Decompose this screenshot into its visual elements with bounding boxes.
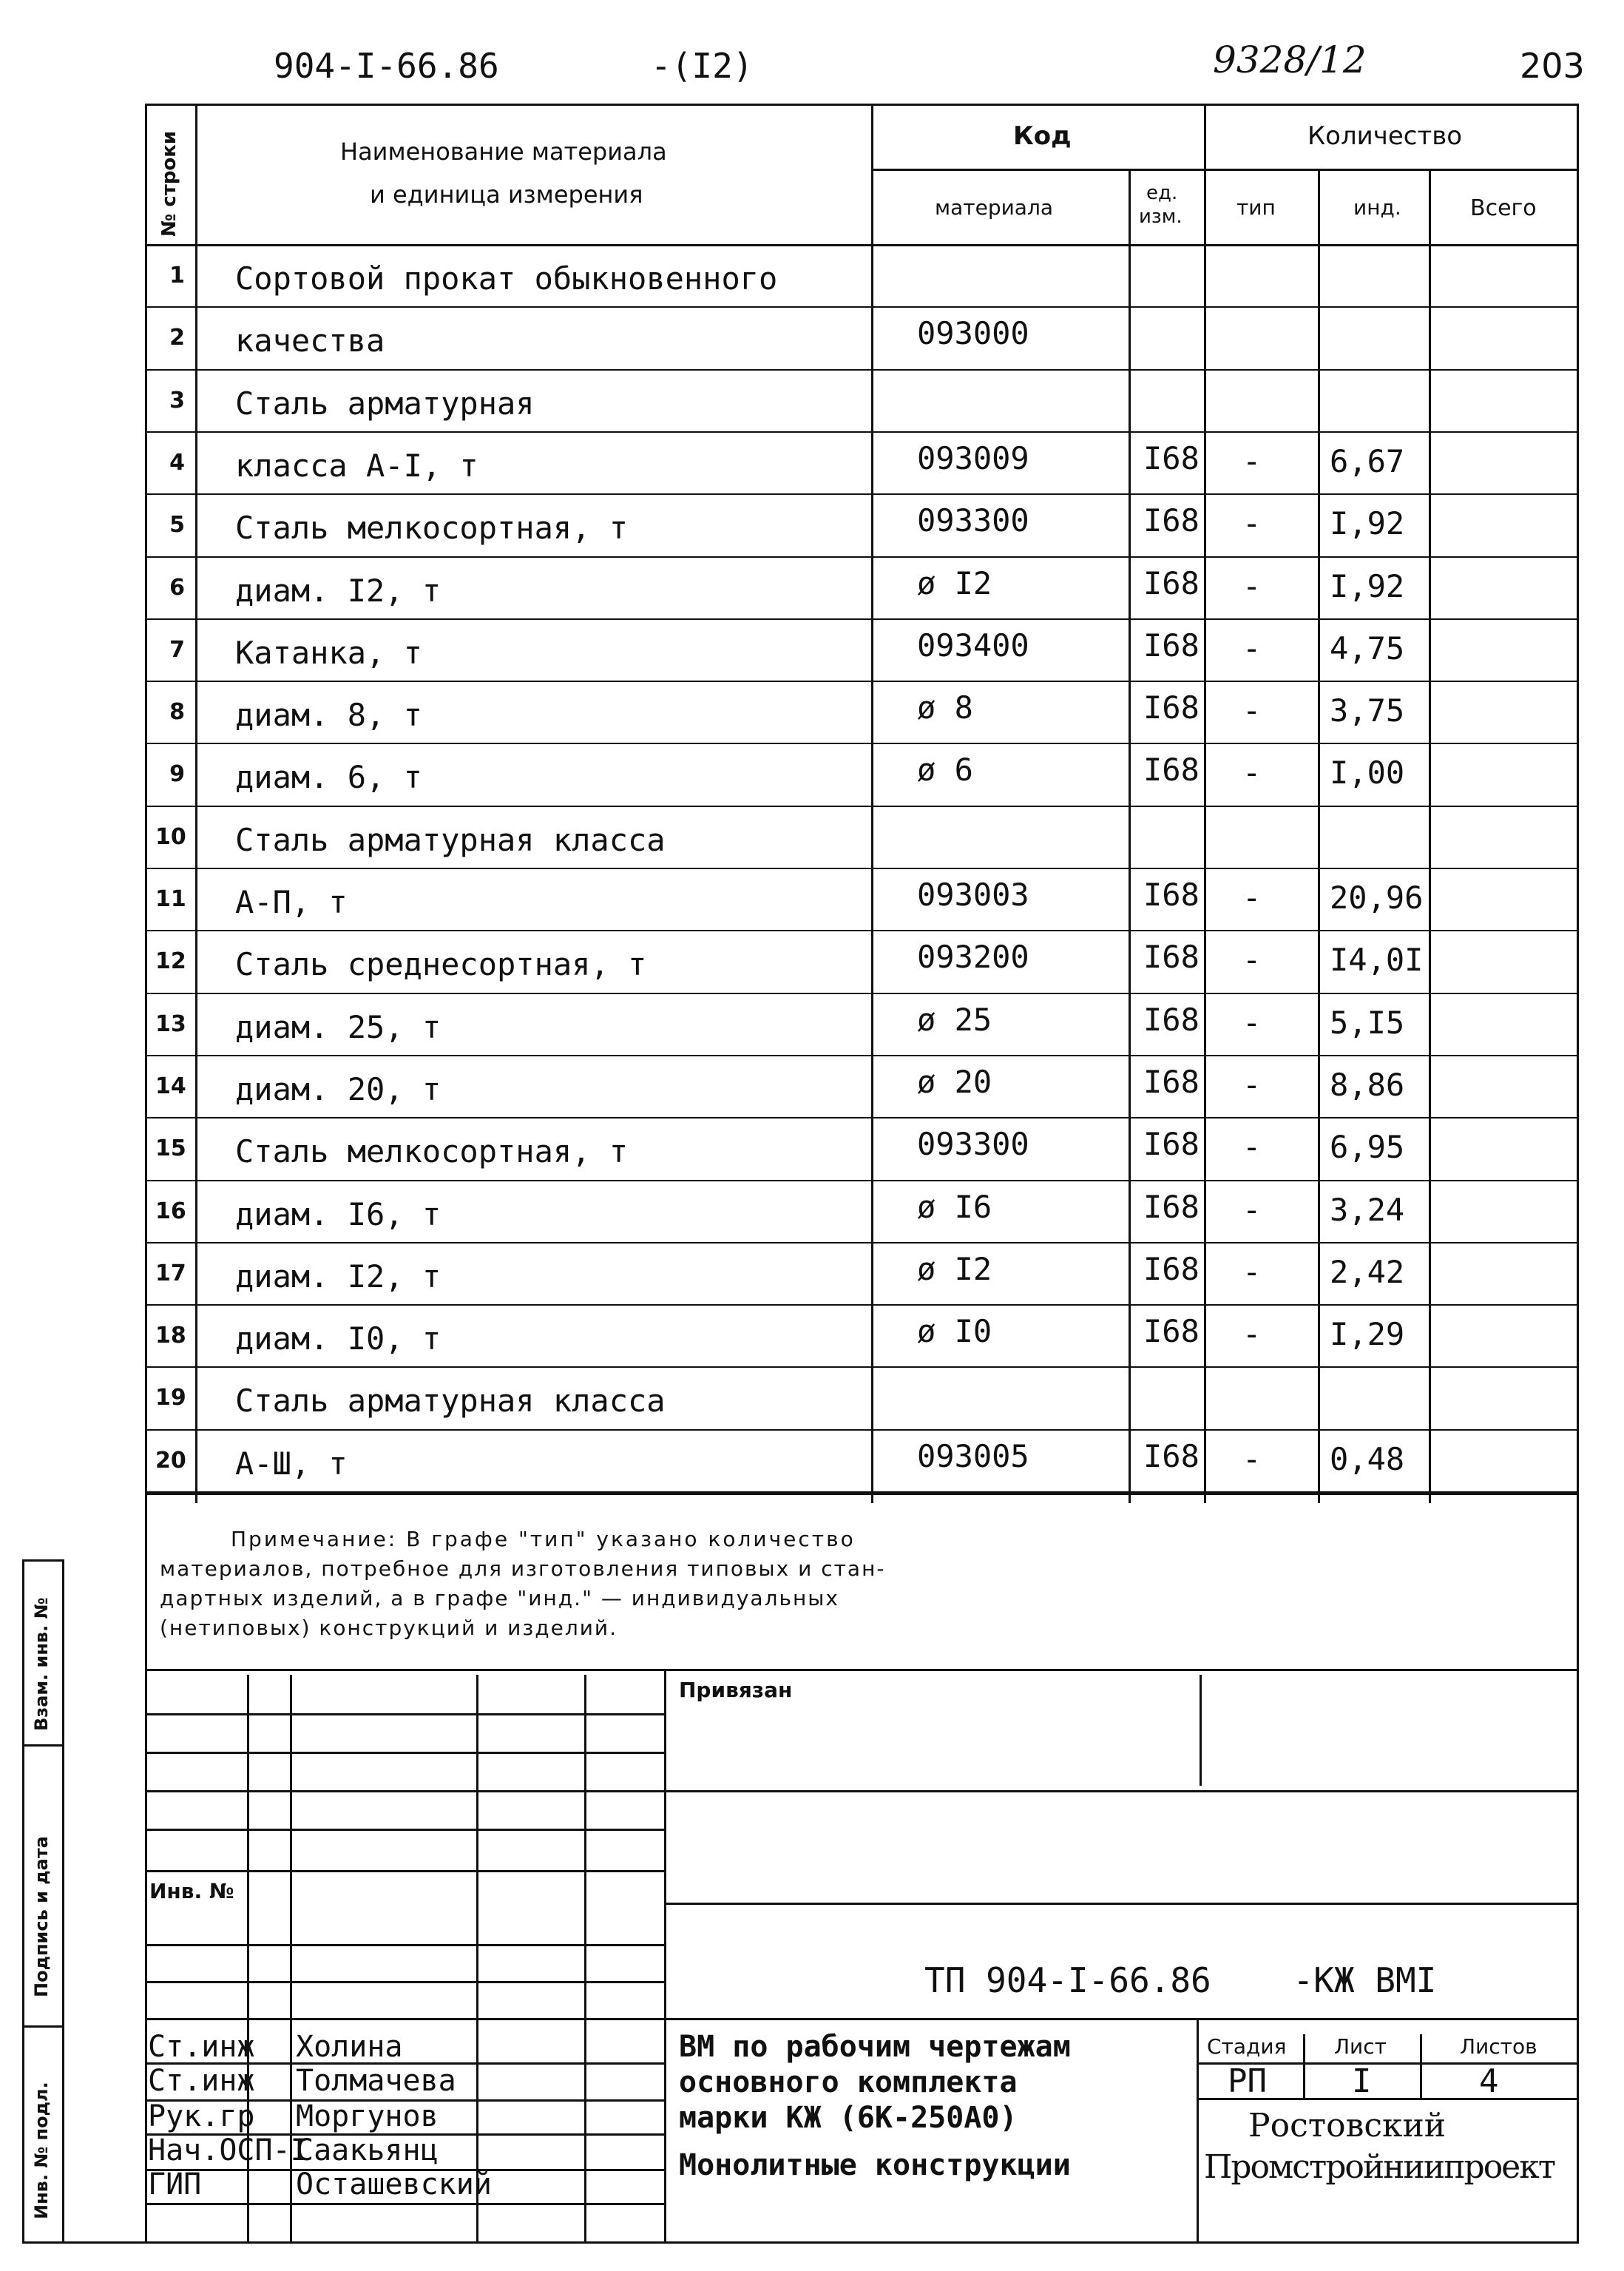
row-type: - [1242, 1129, 1262, 1166]
header-ind: инд. [1353, 195, 1401, 220]
row-divider [145, 1242, 1579, 1244]
table-bottom-line [145, 1493, 1579, 1495]
tb-org-divider [1197, 2018, 1199, 2241]
row-name: диам. 20, т [235, 1070, 441, 1107]
header-name-line2: и единица измерения [370, 180, 643, 209]
row-number: 12 [155, 948, 186, 975]
privyazan-label: Привязан [679, 1678, 793, 1702]
row-unit: I68 [1143, 502, 1200, 539]
sheets-value: 4 [1479, 2062, 1499, 2100]
stage-value: РП [1228, 2062, 1267, 2100]
row-code: 093009 [917, 439, 1029, 476]
page-number: 203 [1520, 46, 1585, 86]
side-line-right [62, 1559, 64, 2244]
row-name: диам. 25, т [235, 1008, 441, 1045]
header-row-no: № строки [158, 130, 180, 237]
side-line-left [22, 1559, 24, 2244]
signer-role: Ст.инж [148, 2030, 255, 2064]
row-name: Сортовой прокат обыкновенного [235, 260, 778, 297]
stamp-grid-h5 [145, 1870, 664, 1872]
stamp-grid-h4 [145, 1829, 664, 1831]
row-type: - [1242, 1191, 1262, 1228]
row-unit: I68 [1143, 1188, 1200, 1225]
tb-main-vertical [664, 1669, 666, 2243]
row-ind: I,92 [1330, 505, 1405, 542]
row-code: ø 20 [917, 1063, 992, 1100]
row-number: 14 [155, 1073, 186, 1099]
row-name: Сталь среднесортная, т [235, 946, 647, 983]
col-line-unit [1204, 104, 1206, 1503]
doc-title-line-4: Монолитные конструкции [679, 2148, 1071, 2182]
doc-part: -(I2) [651, 46, 754, 86]
side-sep-2 [22, 2025, 64, 2028]
header-unit-l2: изм. [1139, 206, 1183, 228]
signer-name: Саакьянц [296, 2133, 439, 2167]
tb-top-line [145, 1669, 1579, 1671]
row-number: 7 [169, 636, 185, 663]
tb-names-top [145, 2018, 1579, 2020]
row-name: диам. I6, т [235, 1195, 441, 1232]
row-code: ø I2 [917, 1250, 992, 1287]
row-name: Катанка, т [235, 634, 422, 671]
row-code: 093003 [917, 877, 1029, 913]
row-name: Сталь арматурная класса [235, 1383, 666, 1420]
header-material: материала [935, 195, 1054, 220]
row-number: 5 [169, 512, 185, 539]
row-name: диам. 6, т [235, 759, 422, 796]
col-line-name [871, 104, 873, 1503]
row-unit: I68 [1143, 627, 1200, 664]
frame-bottom [22, 2241, 1579, 2244]
row-type: - [1242, 630, 1262, 667]
row-number: 6 [169, 574, 185, 601]
signer-role: ГИП [148, 2167, 202, 2201]
row-type: - [1242, 442, 1262, 479]
row-code: 093300 [917, 502, 1029, 539]
row-code: 093400 [917, 627, 1029, 664]
row-ind: 6,95 [1330, 1129, 1405, 1166]
stamp-grid-h3 [145, 1790, 664, 1792]
frame-right [1577, 104, 1579, 2243]
note-line-1: Примечание: В графе "тип" указано количество [231, 1527, 856, 1551]
row-ind: 2,42 [1330, 1253, 1405, 1290]
row-number: 19 [155, 1385, 186, 1411]
signer-role: Нач.ОСП-I [148, 2133, 308, 2167]
row-code: ø I2 [917, 564, 992, 601]
row-number: 10 [155, 823, 186, 850]
row-type: - [1242, 1004, 1262, 1041]
header-mid-line [871, 169, 1577, 171]
row-number: 3 [169, 387, 185, 414]
header-bottom-line [145, 244, 1579, 246]
row-code: ø 6 [917, 752, 973, 789]
row-ind: 0,48 [1330, 1440, 1405, 1477]
row-type: - [1242, 942, 1262, 979]
row-unit: I68 [1143, 939, 1200, 976]
row-unit: I68 [1143, 752, 1200, 789]
row-number: 8 [169, 699, 185, 726]
row-unit: I68 [1143, 1313, 1200, 1350]
signer-name: Осташевский [296, 2167, 492, 2201]
tb-privyazan-line [664, 1790, 1578, 1792]
row-unit: I68 [1143, 689, 1200, 726]
row-type: - [1242, 880, 1262, 916]
row-name: диам. I0, т [235, 1320, 441, 1357]
signer-role: Ст.инж [148, 2064, 255, 2098]
header-name-line1: Наименование материала [340, 138, 667, 166]
stamp-grid-h2 [145, 1752, 664, 1754]
header-code: Код [1013, 121, 1072, 151]
row-code: ø I6 [917, 1188, 992, 1225]
header-total: Всего [1470, 195, 1537, 221]
row-number: 4 [169, 449, 185, 476]
org-line-1: Ростовский [1248, 2107, 1447, 2145]
row-type: - [1242, 505, 1262, 542]
inv-no-label: Инв. № [149, 1879, 240, 1903]
row-number: 2 [169, 325, 185, 351]
row-unit: I68 [1143, 877, 1200, 913]
row-divider [145, 369, 1579, 371]
row-name: класса А-I, т [235, 447, 478, 484]
doc-title-line-3: марки КЖ (6К-250А0) [679, 2101, 1018, 2135]
row-name: А-П, т [235, 884, 348, 920]
row-name: качества [235, 323, 385, 360]
row-ind: 20,96 [1330, 880, 1424, 916]
side-podpis: Подпись и дата [31, 1836, 52, 1997]
row-code: ø 8 [917, 689, 973, 726]
signer-role: Рук.гр [148, 2099, 255, 2133]
doc-code: 904-I-66.86 [274, 46, 499, 86]
row-type: - [1242, 1316, 1262, 1353]
row-ind: 5,I5 [1330, 1004, 1405, 1041]
row-ind: I,92 [1330, 567, 1405, 604]
row-divider [145, 1304, 1579, 1306]
row-divider [145, 1429, 1579, 1431]
row-number: 16 [155, 1198, 186, 1224]
header-unit-l1: ед. [1146, 182, 1178, 204]
row-ind: 6,67 [1330, 442, 1405, 479]
row-ind: I,00 [1330, 755, 1405, 792]
row-number: 1 [169, 263, 185, 288]
side-line-top [22, 1559, 64, 1562]
header-type: тип [1236, 195, 1276, 220]
row-code: ø 25 [917, 1001, 992, 1038]
row-divider [145, 618, 1579, 620]
row-divider [145, 993, 1579, 994]
frame-left [145, 104, 147, 2243]
doc-title-line-1: ВМ по рабочим чертежам [679, 2030, 1071, 2064]
row-name: Сталь арматурная [235, 385, 535, 422]
row-ind: I4,0I [1330, 942, 1424, 979]
row-type: - [1242, 1253, 1262, 1290]
row-divider [145, 1180, 1579, 1181]
stamp-grid-v3 [476, 1675, 478, 2241]
row-code: 093200 [917, 939, 1029, 976]
row-divider [145, 681, 1579, 682]
row-divider [145, 868, 1579, 869]
row-divider [145, 930, 1579, 931]
row-code: 093005 [917, 1437, 1029, 1474]
sheet-header: Лист [1334, 2034, 1387, 2059]
tb-stage-div-1 [1303, 2034, 1305, 2098]
row-ind: 3,24 [1330, 1191, 1405, 1228]
row-ind: 8,86 [1330, 1066, 1405, 1103]
row-code: 093300 [917, 1126, 1029, 1163]
stamp-grid-v4 [584, 1675, 586, 2241]
signer-name: Моргунов [296, 2099, 439, 2133]
row-unit: I68 [1143, 1250, 1200, 1287]
stamp-grid-h12 [145, 2203, 664, 2205]
row-name: диам. I2, т [235, 572, 441, 609]
row-type: - [1242, 755, 1262, 792]
org-line-2: Промстройниипроект [1204, 2148, 1555, 2186]
row-unit: I68 [1143, 1437, 1200, 1474]
row-divider [145, 1117, 1579, 1118]
side-inv-podl: Инв. № подл. [31, 2082, 52, 2219]
row-number: 17 [155, 1260, 186, 1286]
row-number: 9 [169, 761, 185, 788]
row-divider [145, 743, 1579, 744]
stamp-grid-h7 [145, 1981, 664, 1983]
row-code: 093000 [917, 315, 1029, 352]
row-name: диам. 8, т [235, 697, 422, 734]
tb-privyazan-divider [1200, 1675, 1202, 1786]
stage-header: Стадия [1207, 2034, 1287, 2059]
stamp-grid-h6 [145, 1944, 664, 1946]
row-ind: I,29 [1330, 1316, 1405, 1353]
row-type: - [1242, 1066, 1262, 1103]
row-number: 13 [155, 1010, 186, 1037]
row-type: - [1242, 1440, 1262, 1477]
note-line-2: материалов, потребное для изготовления типовых и стан- [160, 1556, 886, 1581]
row-ind: 3,75 [1330, 692, 1405, 729]
side-vzam: Взам. инв. № [31, 1597, 52, 1731]
row-number: 11 [155, 886, 186, 912]
doc-title-line-2: основного комплекта [679, 2065, 1018, 2099]
signer-name: Холина [296, 2030, 403, 2064]
row-divider [145, 556, 1579, 558]
row-divider [145, 306, 1579, 308]
row-name: Сталь мелкосортная, т [235, 510, 629, 547]
row-name: Сталь мелкосортная, т [235, 1133, 629, 1170]
sheets-header: Листов [1460, 2034, 1537, 2059]
row-unit: I68 [1143, 1126, 1200, 1163]
row-name: диам. I2, т [235, 1258, 441, 1295]
header-qty: Количество [1307, 121, 1463, 151]
col-line-n [195, 104, 197, 1503]
row-unit: I68 [1143, 439, 1200, 476]
handwritten-ref: 9328/12 [1213, 38, 1367, 81]
row-type: - [1242, 567, 1262, 604]
row-ind: 4,75 [1330, 630, 1405, 667]
row-divider [145, 806, 1579, 807]
row-unit: I68 [1143, 564, 1200, 601]
row-divider [145, 1055, 1579, 1056]
row-divider [145, 1491, 1579, 1493]
row-number: 15 [155, 1136, 186, 1162]
row-unit: I68 [1143, 1001, 1200, 1038]
sheet-value: I [1352, 2062, 1372, 2100]
signer-name: Толмачева [296, 2064, 456, 2098]
side-sep-1 [22, 1744, 64, 1747]
tb-stage-div-2 [1420, 2034, 1422, 2098]
doc-designation: ТП 904-I-66.86 -КЖ ВМI [924, 1960, 1437, 2000]
stamp-grid-h1 [145, 1713, 664, 1715]
note-line-4: (нетиповых) конструкций и изделий. [160, 1616, 618, 1640]
row-divider [145, 1366, 1579, 1368]
row-divider [145, 493, 1579, 495]
row-type: - [1242, 692, 1262, 729]
row-divider [145, 431, 1579, 433]
row-unit: I68 [1143, 1063, 1200, 1100]
frame-top [145, 104, 1579, 106]
note-line-3: дартных изделий, а в графе "инд." — индивидуальных [160, 1586, 839, 1610]
row-number: 18 [155, 1323, 186, 1349]
tb-designation-top [664, 1903, 1578, 1905]
row-name: Сталь арматурная класса [235, 821, 666, 858]
row-code: ø I0 [917, 1313, 992, 1350]
row-number: 20 [155, 1447, 186, 1474]
row-name: А-Ш, т [235, 1445, 348, 1482]
